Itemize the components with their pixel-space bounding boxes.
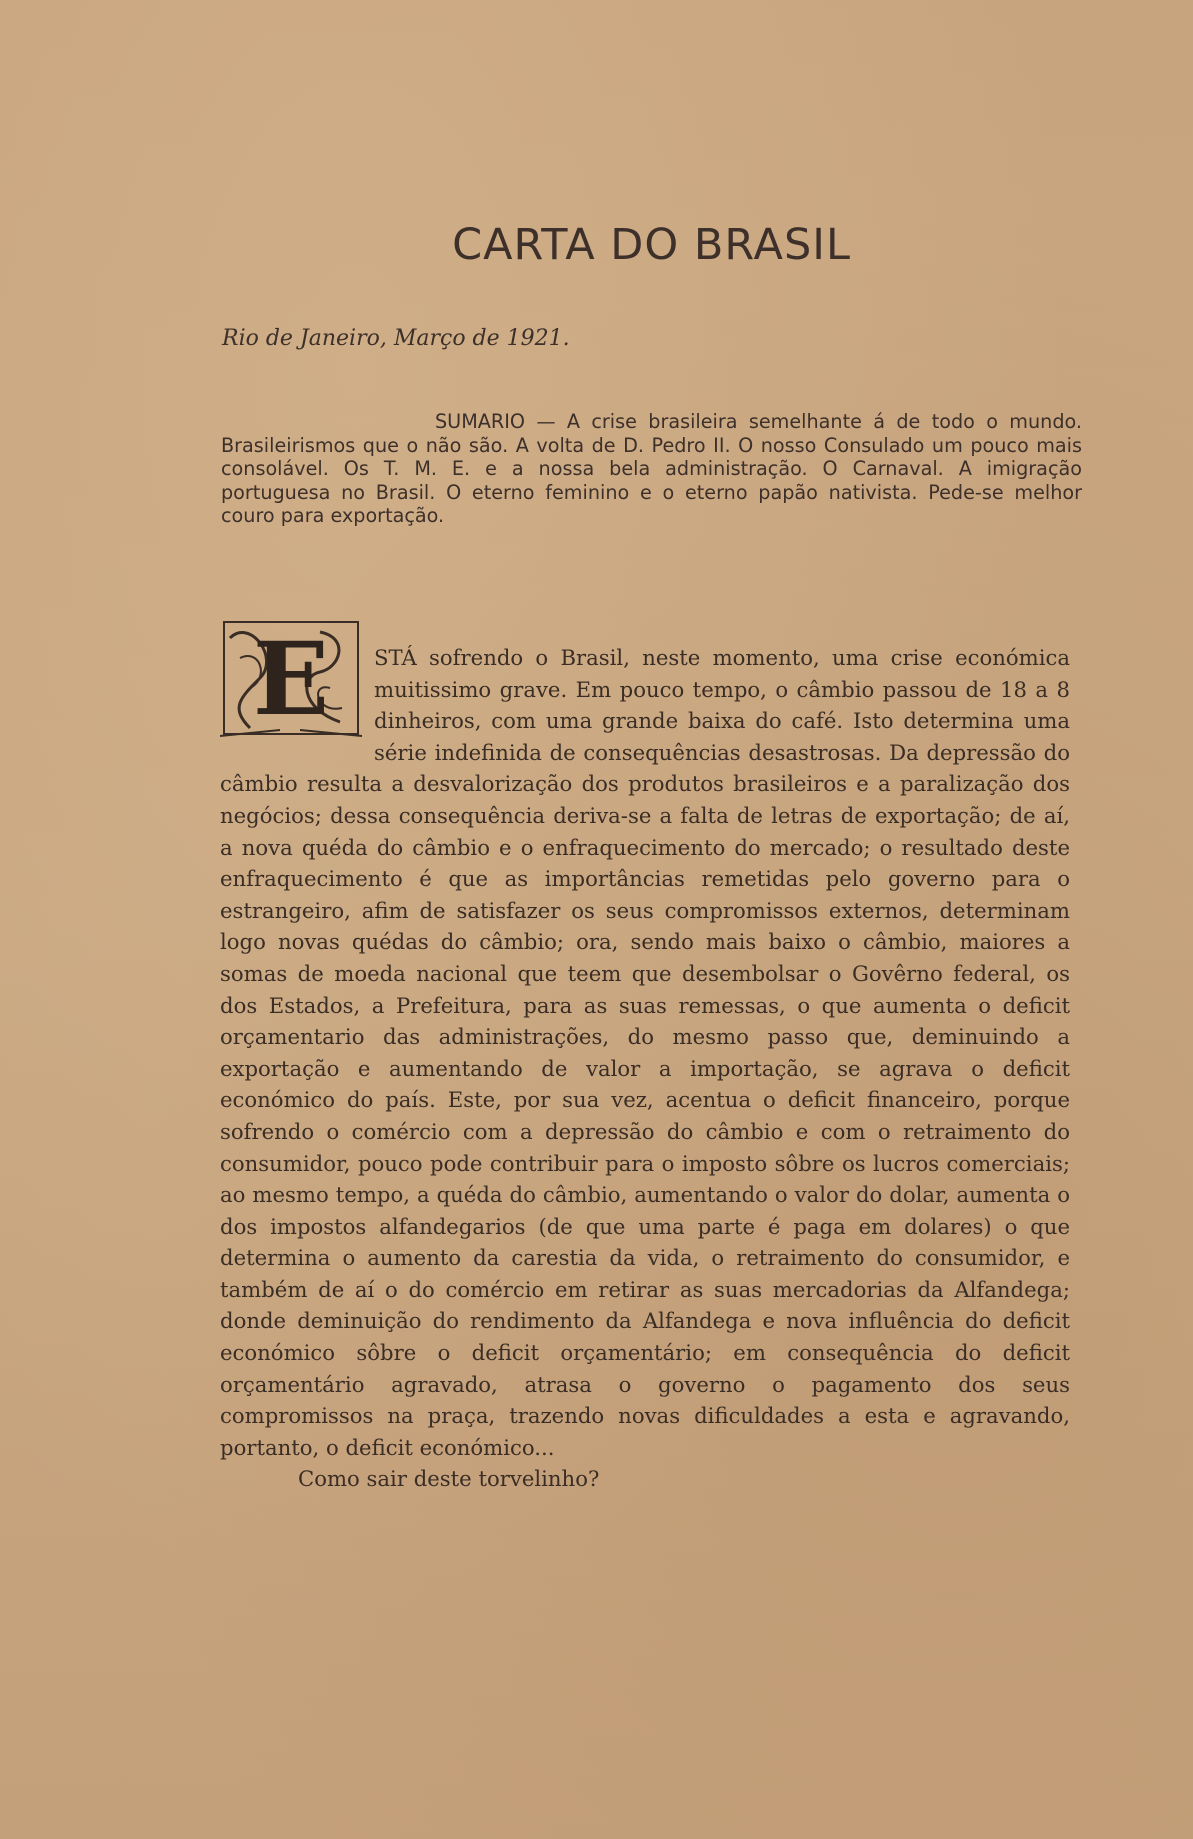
summary-paragraph: SUMARIO — A crise brasileira semelhante á de todo o mundo. Brasileirismos que o não são. A volta de D. Pedro II. O nosso Consulado um pouco mais consolável. Os T. M. E. e a nossa bela administração. O Carnaval. A imigração portuguesa no Brasil. O eterno feminino e o eterno papão nativista. Pede-se melhor couro para exportação.	[221, 410, 1082, 528]
ornamental-dropcap-icon	[220, 618, 362, 742]
closing-line: Como sair deste torvelinho?	[298, 1466, 600, 1492]
document-title: CARTA DO BRASIL	[452, 220, 851, 270]
article-body	[220, 620, 1070, 1495]
body-paragraph: STÁ sofrendo o Brasil, neste momento, uma crise económica muitissimo grave. Em pouco tempo, o câmbio passou de 18 a 8 dinheiros, com uma grande baixa do café. Isto determina uma série indefinida de consequências desastrosas. Da depressão do câmbio resulta a desvalorização dos produtos brasileiros e a paralização dos negócios; dessa consequência deriva-se a falta de letras de exportação; de aí, a nova quéda do câmbio e o enfraquecimento do mercado; o resultado deste enfraquecimento é que as importâncias remetidas pelo governo para o estrangeiro, afim de satisfazer os seus compromissos externos, determinam logo novas quédas do câmbio; ora, sendo mais baixo o câmbio, maiores a somas de moeda nacional que teem que desembolsar o Govêrno federal, os dos Estados, a Prefeitura, para as suas remessas, o que aumenta o deficit orçamentario das administrações, do mesmo passo que, deminuindo a exportação e aumentando de valor a importação, se agrava o deficit económico do país. Este, por sua vez, acentua o deficit financeiro, porque sofrendo o comércio com a depressão do câmbio e com o retraimento do consumidor, pouco pode contribuir para o imposto sôbre os lucros comerciais; ao mesmo tempo, a quéda do câmbio, aumentando o valor do dolar, aumenta o dos impostos alfandegarios (de que uma parte é paga em dolares) o que determina o aumento da carestia da vida, o retraimento do consumidor, e também de aí o do comércio em retirar as suas mercadorias da Alfandega; donde deminuição do rendimento da Alfandega e nova influência do deficit económico sôbre o deficit orçamentário; em consequência do deficit orçamentário agravado, atrasa o governo o pagamento dos seus compromissos na praça, trazendo novas dificuldades a esta e agravando, portanto, o deficit económico...	[220, 645, 1070, 1460]
dateline: Rio de Janeiro, Março de 1921.	[222, 326, 570, 351]
dropcap-letter: E	[252, 620, 330, 738]
